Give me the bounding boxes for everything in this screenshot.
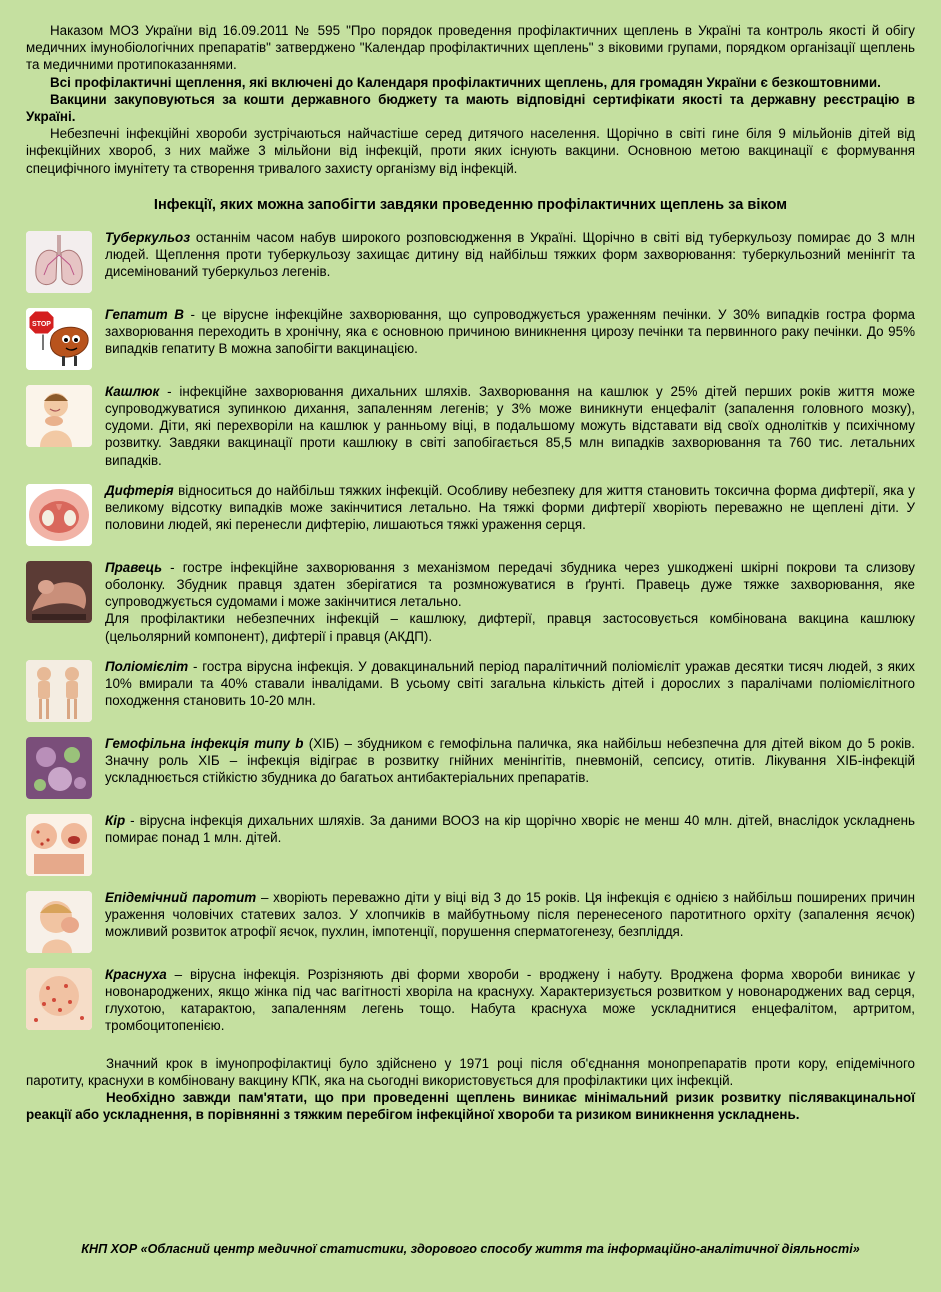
footer-organization: КНП ХОР «Обласний центр медичної статистики, здорового способу життя та інформаційно-аналітичної діяльності»	[81, 1242, 860, 1256]
disease-term: Гепатит В	[105, 306, 184, 322]
tetanus-patient-image	[26, 561, 92, 623]
vaccine-note: Для профілактики небезпечних інфекцій – кашлюку, дифтерії, правця застосовується комбінована вакцина кашлюку (цельолярний компонент), дифтерії і правця (АКДП).	[105, 611, 915, 644]
disease-item-hepatitis-b	[26, 306, 915, 370]
closing-paragraph-2: Необхідно завжди пам'ятати, що при проведенні щеплень виникає мінімальний ризик розвитку післявакцинальної реакції або ускладнення, в порівнянні з тяжким перебігом інфекційної хвороби та ризиком виникнення ускладнень.	[26, 1090, 915, 1123]
lungs-image	[26, 231, 92, 293]
disease-term: Кашлюк	[105, 383, 160, 399]
disease-term: Кір	[105, 812, 126, 828]
throat-image	[26, 484, 92, 546]
disease-item-rubella	[26, 966, 915, 1035]
closing-paragraph-1: Значний крок в імунопрофілактиці було здійснено у 1971 році після об'єднання монопрепаратів проти кору, епідемічного паротиту, краснухи в комбіновану вакцину КПК, яка на сьогодні використовується для профілактики цих інфекцій.	[26, 1055, 915, 1088]
mumps-child-image	[26, 891, 92, 953]
disease-description: Дифтерія відноситься до найбільш тяжких інфекцій. Особливу небезпеку для життя становить токсична форма дифтерії, яка у великому відсотку випадків може закінчитися летально. На тяжкі форми дифтерії хворіють переважно не щеплені діти. У половини людей, які перенесли дифтерію, лишаються тяжкі ураження серця.	[105, 482, 915, 533]
disease-term: Правець	[105, 559, 163, 575]
coughing-child-image	[26, 385, 92, 447]
disease-item-mumps	[26, 889, 915, 953]
stop-sign-label: STOP	[32, 320, 51, 328]
disease-description: Кір - вірусна інфекція дихальних шляхів. За даними ВООЗ на кір щорічно хворіє не менш 40 млн. дітей, внаслідок ускладнень помирає понад 1 млн. дітей.	[105, 812, 915, 846]
intro-paragraph-3: Вакцини закуповуються за кошти державного бюджету та мають відповідні сертифікати якості та державну реєстрацію в Україні.	[26, 91, 915, 125]
disease-item-hib	[26, 735, 915, 799]
disease-description: Епідемічний паротит – хворіють переважно діти у віці від 3 до 15 років. Ця інфекція є однією з найбільш поширених причин ураження чоловічих статевих залоз. У хлопчиків в майбутньому після перенесеного паротитного орхіту (запалення яєчок) можливий розвиток атрофії яєчок, пухлин, імпотенції, порушення сперматогенезу, безпліддя.	[105, 889, 916, 940]
disease-item-diphtheria	[26, 482, 915, 546]
disease-description: Гепатит В - це вірусне інфекційне захворювання, що супроводжується ураженням печінки. У 30% випадків гостра форма захворювання переходить в хронічну, яка є основною причиною виникнення цирозу печінки та первинного раку печінки. До 95% випадків гепатиту В можна запобігти вакцинацією.	[105, 306, 915, 357]
disease-term: Гемофільна інфекція типу b	[105, 735, 304, 751]
disease-item-tetanus	[26, 559, 915, 645]
disease-term: Дифтерія	[105, 482, 174, 498]
disease-description: Гемофільна інфекція типу b (ХІБ) – збудником є гемофільна паличка, яка найбільш небезпечна для дітей віком до 5 років. Значну роль ХІБ – інфекція відіграє в розвитку гнійних менінгітів, пневмоній, сепсису, отитів. Лікування ХІБ-інфекцій ускладнюється стійкістю збудника до багатьох антибактеріальних препаратів.	[105, 735, 915, 786]
disease-description: Краснуха – вірусна інфекція. Розрізняють дві форми хвороби - вроджену і набуту. Вроджена форма хвороби виникає у новонароджених, якщо жінка під час вагітності хворіла на краснуху. Характеризується розвитком у новонароджених вад серця, глухотою, катарактою, запаленням легень тощо. Набута краснуха може ускладнитися енцефалітом, артритом, тромбоцитопенією.	[105, 966, 915, 1034]
disease-item-pertussis	[26, 383, 915, 469]
rubella-rash-image	[26, 968, 92, 1030]
measles-child-image	[26, 814, 92, 876]
liver-stop-sign-image	[26, 308, 92, 370]
intro-paragraph-4: Небезпечні інфекційні хвороби зустрічаються найчастіше серед дитячого населення. Щорічно в світі гине біля 9 мільйонів дітей від інфекційних хвороб, з них майже 3 мільйони від інфекцій, проти яких існують вакцини. Основною метою вакцинації є формування специфічного імунітету та створення тривалого захисту організму від інфекцій.	[26, 126, 915, 176]
polio-children-image	[26, 660, 92, 722]
disease-item-polio	[26, 658, 915, 722]
intro-paragraph-1: Наказом МОЗ України від 16.09.2011 № 595 "Про порядок проведення профілактичних щеплень в Україні та контроль якості й обігу медичних імунобіологічних препаратів" затверджено "Календар профілактичних щеплень" з віковими групами, порядком організації щеплень та медичними протипоказаннями.	[26, 23, 915, 73]
disease-description: Кашлюк - інфекційне захворювання дихальних шляхів. Захворювання на кашлюк у 25% дітей перших років життя може супроводжуватися зупинкою дихання, запаленням легенів; у 3% може виникнути енцефаліт (запалення головного мозку), судоми. Діти, які перехворіли на кашлюк у ранньому віці, в подальшому можуть відставати від своїх однолітків у психічному розвитку. Завдяки вакцинації проти кашлюку в світі запобігається 85,5 млн випадків захворювання та 760 тис. летальних випадків.	[105, 383, 915, 468]
intro-paragraph-2: Всі профілактичні щеплення, які включені до Календаря профілактичних щеплень, для громадян України є безкоштовними.	[50, 74, 881, 90]
disease-term: Краснуха	[105, 966, 167, 982]
disease-description: Поліомієліт - гостра вірусна інфекція. У довакцинальний період паралітичний поліомієліт уражав десятки тисяч людей, з яких 10% вмирали та 40% ставали інвалідами. В усьому світі загальна кількість дітей і дорослих з паралічами поліомієлітного походження становить 10-20 млн.	[105, 658, 915, 709]
disease-term: Туберкульоз	[105, 229, 191, 245]
bacteria-image	[26, 737, 92, 799]
disease-term: Поліомієліт	[105, 658, 189, 674]
disease-item-tuberculosis	[26, 229, 915, 293]
disease-description: Туберкульоз останнім часом набув широкого розповсюдження в Україні. Щорічно в світі від туберкульозу помирає до 3 млн людей. Щеплення проти туберкульозу захищає дитину від найбільш тяжких форм захворювання: туберкульозний менінгіт та дисемінований туберкульоз легенів.	[105, 229, 915, 280]
disease-term: Епідемічний паротит	[105, 889, 257, 905]
section-heading: Інфекції, яких можна запобігти завдяки проведенню профілактичних щеплень за віком	[153, 196, 788, 213]
disease-item-measles	[26, 812, 915, 876]
disease-description: Правець - гостре інфекційне захворювання з механізмом передачі збудника через ушкоджені шкірні покрови та слизову оболонку. Збудник правця здатен зберігатися та розмножуватися в ґрунті. Правець дуже тяжке захворювання, яке супроводжується судомами і може закінчитися летально.	[105, 559, 915, 610]
